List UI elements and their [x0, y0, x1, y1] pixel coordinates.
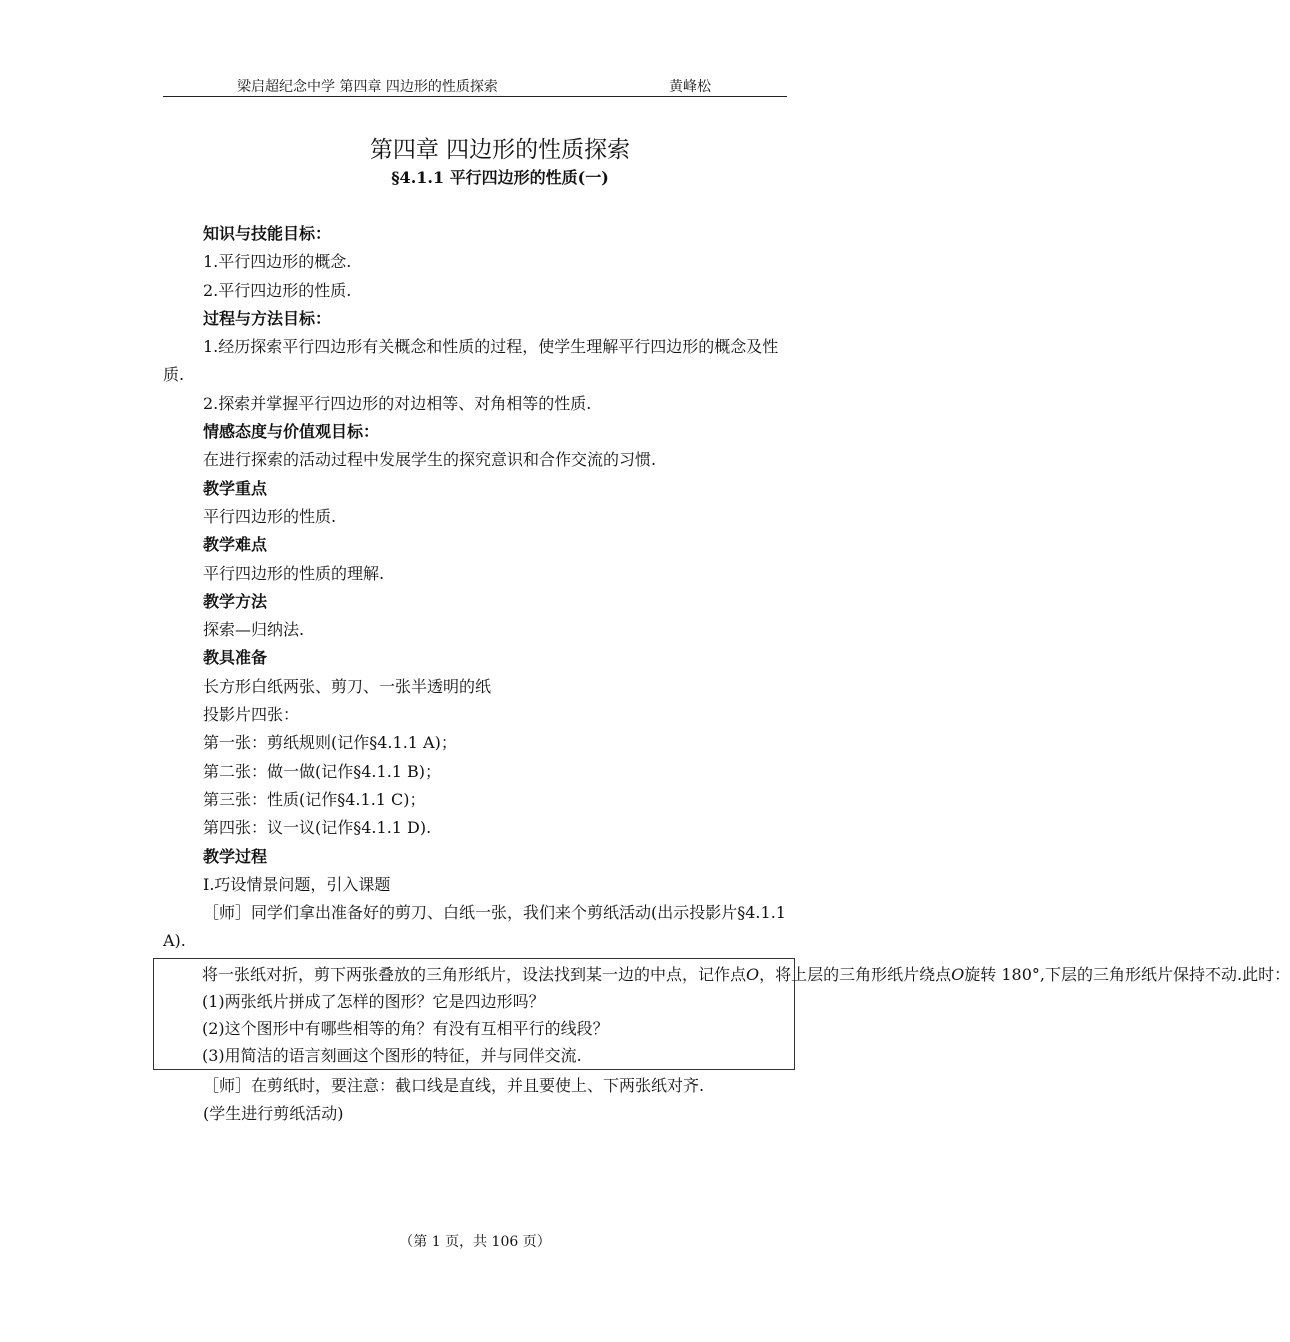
header-author: 黄峰松 [669, 79, 711, 95]
teaching-process-heading: 教学过程 [203, 846, 268, 866]
prep-item: 第四张：议一议(记作§4.1.1 D). [203, 818, 432, 838]
process-item: 2.探索并掌握平行四边形的对边相等、对角相等的性质. [203, 393, 592, 413]
page-header [163, 72, 787, 97]
key-point-text: 平行四边形的性质. [203, 506, 337, 526]
activity-text: ，将上层的三角形纸片绕点 [759, 964, 952, 984]
prep-item: 投影片四张： [203, 705, 300, 725]
emotion-text: 在进行探索的活动过程中发展学生的探究意识和合作交流的习惯. [203, 450, 657, 470]
activity-box [153, 958, 1290, 1070]
point-o-label: O [746, 964, 760, 984]
page-footer: （第 1 页，共 106 页） [399, 1234, 551, 1250]
teacher-remark: ［师］同学们拿出准备好的剪刀、白纸一张，我们来个剪纸活动(出示投影片§4.1.1 A). [163, 903, 786, 951]
prep-item: 长方形白纸两张、剪刀、一张半透明的纸 [203, 676, 492, 696]
process-heading: 过程与方法目标： [203, 308, 332, 328]
activity-instructions [162, 961, 1290, 988]
teacher-remark: ［师］在剪纸时，要注意：截口线是直线，并且要使上、下两张纸对齐. [203, 1075, 705, 1095]
activity-question: (1)两张纸片拼成了怎样的图形？它是四边形吗？ [202, 991, 545, 1011]
prep-item: 第三张：性质(记作§4.1.1 C)； [203, 789, 426, 809]
point-o-label: O [951, 964, 965, 984]
activity-question: (2)这个图形中有哪些相等的角？有没有互相平行的线段？ [202, 1018, 609, 1038]
key-point-heading: 教学重点 [203, 478, 268, 498]
activity-text: 将一张纸对折，剪下两张叠放的三角形纸片，设法找到某一边的中点，记作点 [202, 964, 747, 984]
prep-heading: 教具准备 [203, 648, 268, 668]
method-text: 探索—归纳法. [203, 620, 305, 640]
lesson-content [163, 220, 1290, 1128]
difficulty-text: 平行四边形的性质的理解. [203, 563, 385, 583]
activity-text: 旋转 180°,下层的三角形纸片保持不动.此时： [964, 964, 1290, 984]
header-school-chapter: 梁启超纪念中学 第四章 四边形的性质探索 [237, 79, 498, 95]
step-title: Ⅰ.巧设情景问题，引入课题 [203, 874, 391, 894]
student-activity: (学生进行剪纸活动) [203, 1104, 344, 1124]
section-title: §4.1.1 平行四边形的性质(一) [391, 168, 609, 187]
prep-item: 第一张：剪纸规则(记作§4.1.1 A)； [203, 733, 457, 753]
activity-question: (3)用简洁的语言刻画这个图形的特征，并与同伴交流. [202, 1045, 582, 1065]
knowledge-heading: 知识与技能目标： [203, 224, 332, 243]
knowledge-item: 2.平行四边形的性质. [203, 280, 352, 300]
knowledge-item: 1.平行四边形的概念. [203, 252, 352, 272]
difficulty-heading: 教学难点 [203, 535, 268, 555]
chapter-title: 第四章 四边形的性质探索 [369, 137, 631, 163]
emotion-heading: 情感态度与价值观目标： [203, 422, 380, 442]
process-item: 1.经历探索平行四边形有关概念和性质的过程，使学生理解平行四边形的概念及性质. [163, 337, 779, 385]
method-heading: 教学方法 [203, 591, 268, 611]
prep-item: 第二张：做一做(记作§4.1.1 B)； [203, 761, 442, 781]
